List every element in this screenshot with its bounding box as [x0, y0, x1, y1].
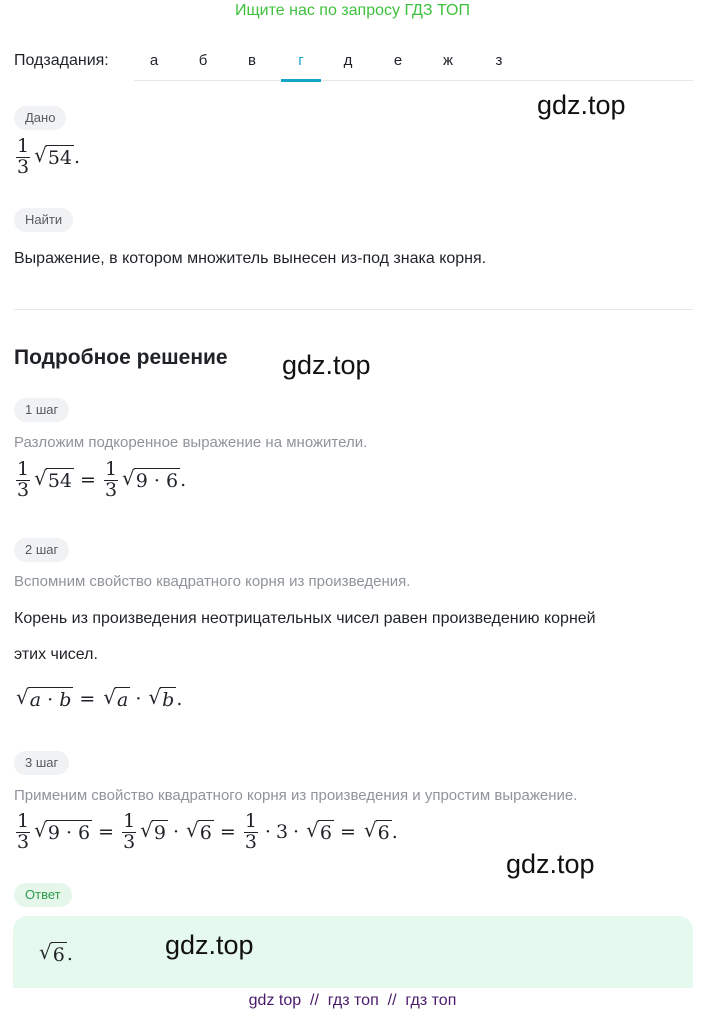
watermark: gdz.top [537, 90, 626, 120]
fraction: $\frac{1}{3}$ [17, 458, 30, 501]
tab-zh[interactable]: ж [442, 52, 454, 69]
tab-d[interactable]: д [343, 52, 353, 69]
sqrt: √ 9 · 6 [34, 818, 91, 845]
answer-pill: Ответ [14, 883, 72, 907]
fraction: $\frac{1}{3}$ [104, 458, 118, 501]
step2-text-line2: этих чисел. [14, 646, 98, 663]
answer-formula: √ 6 . [39, 940, 73, 966]
step2-pill: 2 шаг [14, 538, 69, 562]
sqrt: √ 6 [363, 818, 390, 845]
sqrt: √ 9 [140, 818, 166, 845]
sqrt: √ a · b [16, 685, 72, 711]
subtask-tabs [134, 50, 693, 81]
find-text: Выражение, в котором множитель вынесен из-под знака корня. [14, 250, 487, 267]
fraction: $\frac{1}{3}$ [123, 810, 136, 853]
fraction: $\frac{1}{3}$ [17, 135, 30, 178]
step3-pill: 3 шаг [14, 751, 69, 775]
sqrt: √ 54 [34, 466, 73, 493]
step2-text-line1: Корень из произведения неотрицательных чисел равен произведению корней [14, 610, 596, 627]
step2-formula: √ a · b = √ a · √ b . [16, 685, 183, 711]
tab-v[interactable]: в [248, 52, 256, 69]
tab-b[interactable]: б [198, 52, 208, 69]
sqrt: √ b [148, 685, 175, 711]
sqrt: √ 6 [186, 818, 212, 845]
step1-hint: Разложим подкоренное выражение на множители. [14, 434, 368, 451]
step1-formula: $\frac{1}{3}$ √ 54 = $\frac{1}{3}$ √ 9 · 6 . [17, 458, 187, 501]
subtasks-bar [14, 50, 693, 82]
step3-hint: Применим свойство квадратного корня из произведения и упростим выражение. [14, 787, 578, 804]
promo-banner[interactable]: Ищите нас по запросу ГДЗ ТОП [235, 2, 470, 19]
solution-heading: Подробное решение [14, 346, 228, 369]
sqrt: √ a [103, 685, 129, 711]
watermark: gdz.top [282, 350, 371, 380]
footer-links[interactable]: gdz top // гдз топ // гдз топ [248, 992, 457, 1009]
sqrt: √ 6 [39, 940, 65, 966]
tab-g[interactable]: г [281, 52, 321, 69]
tab-a[interactable]: а [149, 52, 159, 69]
subtasks-label: Подзадания: [14, 52, 109, 69]
step1-pill: 1 шаг [14, 398, 69, 422]
fraction: $\frac{1}{3}$ [17, 810, 30, 853]
sqrt: √ 6 [306, 818, 332, 845]
step3-formula: $\frac{1}{3}$ √ 9 · 6 = $\frac{1}{3}$ √ 9 · √ 6 = $\frac{1}{3}$ · 3 · √ 6 = √ 6 . [17, 810, 398, 853]
find-pill: Найти [14, 208, 73, 232]
sqrt: √ 9 · 6 [122, 466, 179, 493]
step2-hint: Вспомним свойство квадратного корня из произведения. [14, 573, 411, 590]
tab-e[interactable]: е [393, 52, 403, 69]
answer-box [13, 916, 693, 988]
watermark: gdz.top [506, 849, 595, 879]
given-formula: $\frac{1}{3}$ √ 54 . [17, 135, 81, 178]
sqrt: √ 54 [34, 143, 73, 170]
divider [14, 309, 693, 310]
tab-z[interactable]: з [495, 52, 503, 69]
fraction: $\frac{1}{3}$ [244, 810, 257, 853]
watermark: gdz.top [165, 930, 254, 960]
given-pill: Дано [14, 106, 66, 130]
